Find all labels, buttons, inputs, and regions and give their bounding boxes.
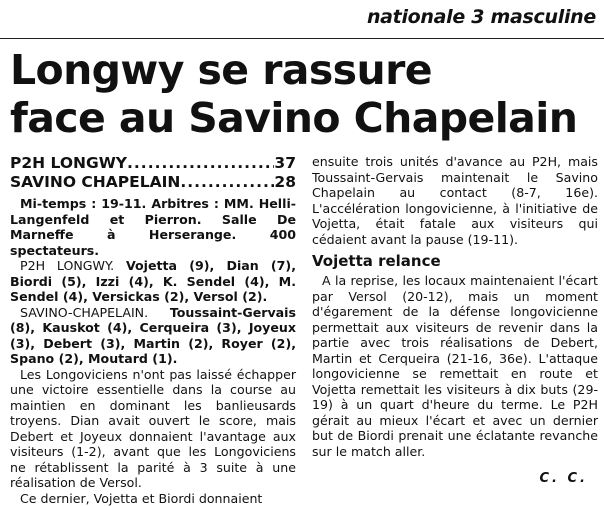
lineup-home	[10, 258, 296, 305]
header-rule	[0, 38, 604, 39]
body-paragraph: ensuite trois unités d'avance au P2H, mais Toussaint-Gervais maintenait le Savino Chapelain au contact (8-7, 16e). L'accélération longovicienne, à l'initiative de Vojetta, était fatale aux visiteurs qui cédaient avant la pause (19-11).	[312, 154, 598, 247]
section-rubric: nationale 3 masculine	[367, 6, 596, 28]
headline	[10, 46, 577, 142]
headline-line-2: face au Savino Chapelain	[10, 94, 577, 142]
body-paragraph: A la reprise, les locaux maintenaient l'écart par Versol (20-12), mais un moment d'égarement de la défense longovicienne permettait aux visiteurs de revenir dans la partie avec trois réalisations de Debert, Martin et Cerqueira (21-16, 36e). L'attaque longovicienne se remettait en route et Vojetta remettait les visiteurs à dix buts (29-19) à un quart d'heure du terme. Le P2H gérait au mieux l'écart et avec un dernier but de Biordi prenait une éclatante revanche sur le match aller.	[312, 273, 598, 459]
body-paragraph: Les Longoviciens n'ont pas laissé échapper une victoire essentielle dans la course au maintien en dominant les banlieusards troyens. Dian avait ouvert le score, mais Debert et Joyeux donnaient l'avantage aux visiteurs (1-2), avant que les Longoviciens ne rétablissent la parité à 3 suite à une réalisation de Versol.	[10, 367, 296, 491]
lineup-players-home: Vojetta (9), Dian (7), Biordi (5), Izzi (4), K. Sendel (4), M. Sendel (4), Versickas (2), Versol (2).	[10, 258, 296, 304]
score-leader-dots	[180, 173, 274, 192]
lineup-players-away: Toussaint-Gervais (8), Kauskot (4), Cerqueira (3), Joyeux (3), Debert (3), Martin (2), Royer (2), Spano (2), Moutard (1).	[10, 305, 296, 367]
headline-line-1: Longwy se rassure	[10, 46, 432, 94]
right-column	[312, 154, 598, 487]
score-leader-dots	[127, 154, 274, 173]
body-paragraph: Ce dernier, Vojetta et Biordi donnaient	[10, 491, 296, 506]
lineup-team-home: P2H LONGWY.	[20, 258, 114, 273]
score-row-home	[10, 154, 296, 173]
author-signature: C. C.	[312, 471, 598, 487]
score-row-away	[10, 173, 296, 192]
left-column	[10, 154, 296, 506]
score-team-away: SAVINO CHAPELAIN	[10, 173, 180, 192]
score-points-away: 28	[274, 173, 296, 192]
lineup-team-away: SAVINO-CHAPELAIN.	[20, 305, 148, 320]
score-points-home: 37	[274, 154, 296, 173]
subheading: Vojetta relance	[312, 252, 598, 271]
lineup-away	[10, 305, 296, 367]
score-team-home: P2H LONGWY	[10, 154, 127, 173]
match-info: Mi-temps : 19-11. Arbitres : MM. Helli-Langenfeld et Pierron. Salle De Marneffe à Herserange. 400 spectateurs.	[10, 196, 296, 258]
